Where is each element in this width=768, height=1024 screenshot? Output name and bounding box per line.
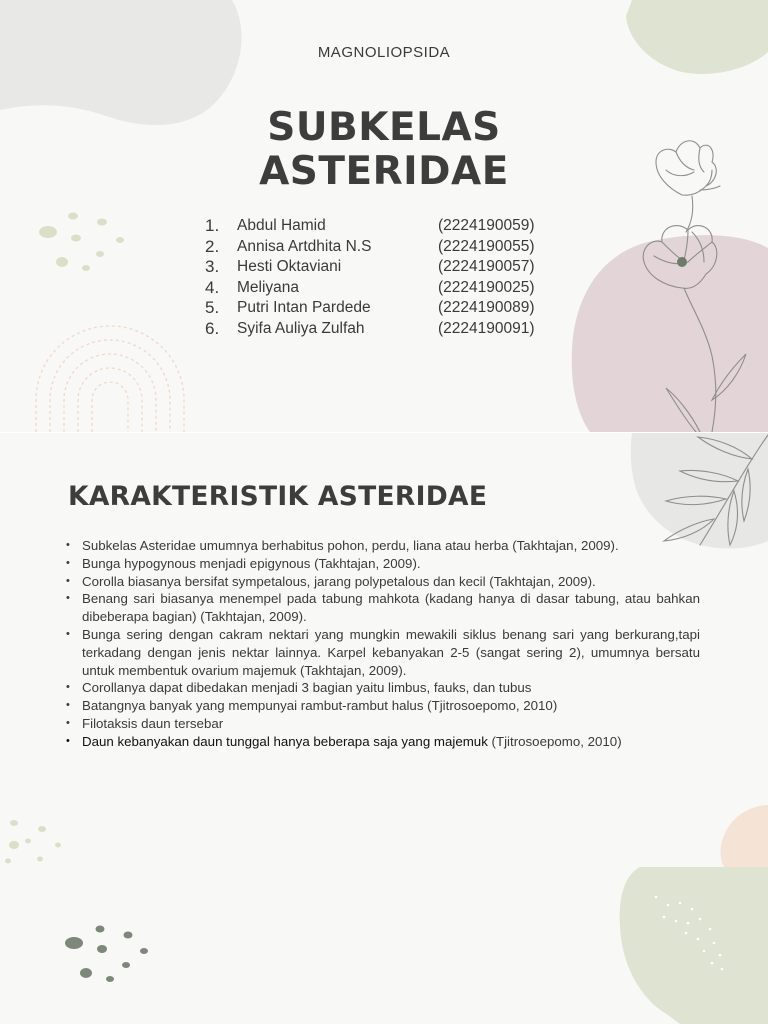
member-id: (2224190057) bbox=[438, 258, 535, 276]
list-item-text: Corolla biasanya bersifat sympetalous, jarang polypetalous dan kecil (Takhtajan, 2009). bbox=[82, 573, 596, 589]
member-item bbox=[205, 257, 565, 278]
list-item-text: Corollanya dapat dibedakan menjadi 3 bagian yaitu limbus, fauks, dan tubus bbox=[82, 680, 532, 696]
list-item bbox=[66, 555, 700, 573]
characteristics-list bbox=[66, 537, 700, 751]
title-line-1: SUBKELAS bbox=[267, 105, 501, 150]
sage-blob-shape bbox=[620, 867, 768, 1024]
list-item bbox=[66, 715, 700, 733]
list-item-text: Bunga sering dengan cakram nektari yang mungkin mewakili siklus benang sari yang berkurang,tapi terkadang dengan jenis nektar lainnya. Karpel kebanyakan 2-5 (sangat sering 2), umumnya bersatu untuk membentuk ovarium majemuk (Takhtajan, 2009). bbox=[82, 626, 700, 678]
list-item bbox=[66, 590, 700, 626]
list-item-text: Bunga hypogynous menjadi epigynous (Takhtajan, 2009). bbox=[82, 555, 421, 571]
member-id: (2224190091) bbox=[438, 319, 535, 337]
member-item bbox=[205, 278, 565, 299]
dark-dots-pattern bbox=[65, 926, 148, 983]
mauve-blob-shape bbox=[572, 235, 768, 432]
list-item bbox=[66, 733, 700, 751]
member-id: (2224190089) bbox=[438, 299, 535, 317]
member-item bbox=[205, 319, 565, 340]
grey-blob-shape bbox=[631, 433, 768, 548]
member-number: 5. bbox=[205, 298, 220, 318]
list-item-text: Benang sari biasanya menempel pada tabung mahkota (kadang hanya di dasar tabung, atau bahkan dibeberapa bagian) (Takhtajan, 2009). bbox=[82, 591, 700, 625]
peach-blob-shape bbox=[721, 805, 768, 867]
characteristics-page bbox=[0, 433, 768, 1024]
arches-pattern bbox=[36, 326, 184, 432]
list-item-text: Batangnya banyak yang mempunyai rambut-rambut halus (Tjitrosoepomo, 2010) bbox=[82, 698, 558, 714]
member-name: Annisa Artdhita N.S bbox=[237, 237, 372, 255]
member-name: Meliyana bbox=[237, 278, 300, 296]
list-item bbox=[66, 537, 700, 555]
member-name: Abdul Hamid bbox=[237, 217, 326, 235]
member-id: (2224190055) bbox=[438, 237, 535, 255]
member-id: (2224190025) bbox=[438, 278, 535, 296]
member-id: (2224190059) bbox=[438, 217, 535, 235]
list-item-text: Subkelas Asteridae umumnya berhabitus pohon, perdu, liana atau herba (Takhtajan, 2009). bbox=[82, 538, 619, 553]
member-number: 1. bbox=[205, 216, 220, 236]
cover-page bbox=[0, 0, 768, 432]
member-item bbox=[205, 216, 565, 237]
dots-pattern bbox=[39, 213, 124, 272]
sage-blob-shape bbox=[626, 0, 768, 74]
member-name: Syifa Auliya Zulfah bbox=[237, 319, 365, 337]
member-item bbox=[205, 298, 565, 319]
list-item bbox=[66, 573, 700, 591]
member-number: 4. bbox=[205, 277, 220, 297]
list-item bbox=[66, 626, 700, 679]
title-line-2: ASTERIDAE bbox=[259, 149, 509, 194]
member-item bbox=[205, 237, 565, 258]
member-number: 6. bbox=[205, 318, 220, 338]
section-heading: KARAKTERISTIK ASTERIDAE bbox=[68, 481, 488, 512]
list-item-citation: (Tjitrosoepomo, 2010) bbox=[487, 733, 622, 749]
member-name: Putri Intan Pardede bbox=[237, 299, 371, 317]
page-title bbox=[0, 106, 768, 194]
eyebrow-label: MAGNOLIOPSIDA bbox=[317, 44, 451, 61]
member-list bbox=[205, 216, 565, 339]
list-item-text: Daun kebanyakan daun tunggal hanya beberapa saja yang majemuk bbox=[82, 733, 488, 749]
member-number: 2. bbox=[205, 236, 220, 256]
dots-pattern bbox=[5, 820, 61, 864]
member-name: Hesti Oktaviani bbox=[237, 258, 342, 276]
list-item bbox=[66, 697, 700, 715]
member-number: 3. bbox=[205, 257, 220, 277]
list-item-text: Filotaksis daun tersebar bbox=[82, 715, 224, 731]
list-item bbox=[66, 679, 700, 697]
